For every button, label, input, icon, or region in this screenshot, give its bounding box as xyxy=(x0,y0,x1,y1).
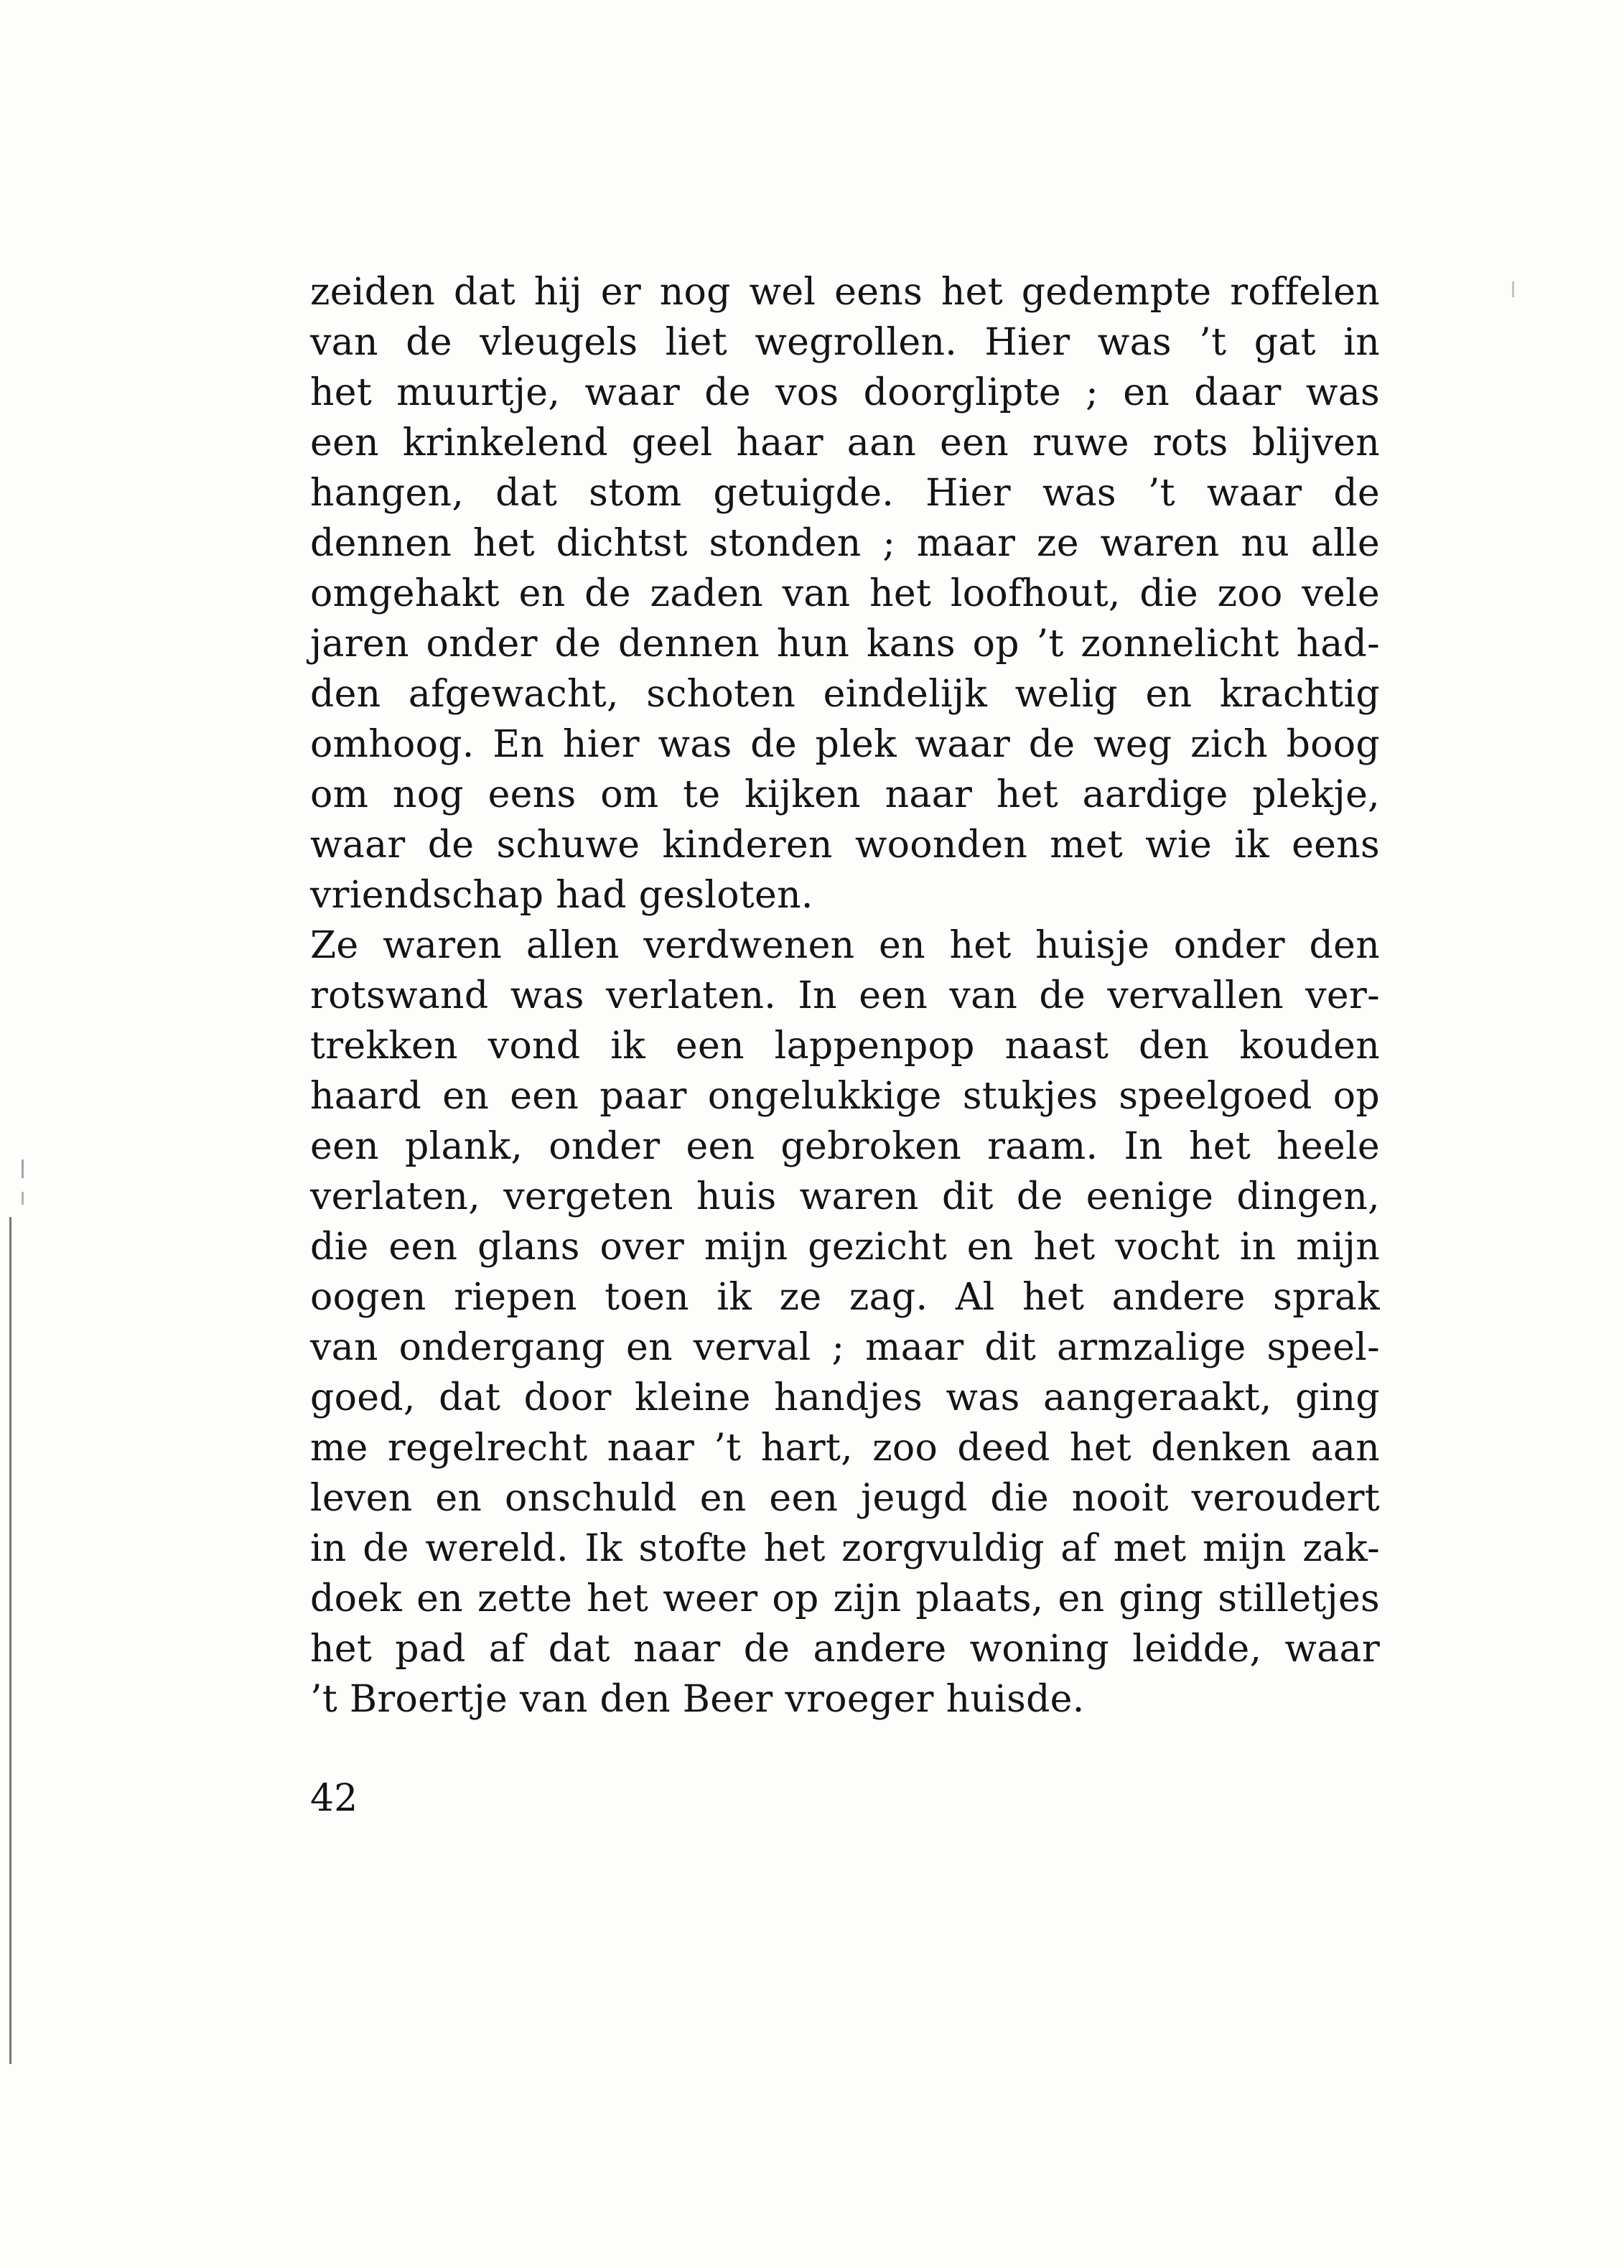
text-line: oogen riepen toen ik ze zag. Al het andere sprak xyxy=(310,1276,1380,1319)
text-line: leven en onschuld en een jeugd die nooit veroudert xyxy=(310,1477,1380,1520)
text-line: zeiden dat hij er nog wel eens het gedempte roffelen xyxy=(310,271,1380,314)
text-line: waar de schuwe kinderen woonden met wie ik eens xyxy=(310,823,1380,867)
text-line: om nog eens om te kijken naar het aardige plekje, xyxy=(310,773,1380,816)
paragraph xyxy=(310,920,1380,1725)
text-line: in de wereld. Ik stofte het zorgvuldig af met mijn zak- xyxy=(310,1527,1380,1570)
text-line: hangen, dat stom getuigde. Hier was ’t waar de xyxy=(310,472,1380,515)
text-line: vriendschap had gesloten. xyxy=(310,874,813,917)
text-line: ’t Broertje van den Beer vroeger huisde. xyxy=(310,1678,1085,1721)
text-line: verlaten, vergeten huis waren dit de eenige dingen, xyxy=(310,1175,1380,1218)
scan-artifact-vertical-line xyxy=(9,1217,11,2064)
paragraph xyxy=(310,267,1380,920)
text-line: doek en zette het weer op zijn plaats, en ging stilletjes xyxy=(310,1577,1380,1620)
text-line: goed, dat door kleine handjes was aangeraakt, ging xyxy=(310,1376,1380,1419)
scan-artifact-mark xyxy=(1512,281,1514,297)
text-line: rotswand was verlaten. In een van de vervallen ver- xyxy=(310,974,1380,1017)
text-line: het muurtje, waar de vos doorglipte ; en daar was xyxy=(310,371,1380,414)
text-line: omhoog. En hier was de plek waar de weg zich boog xyxy=(310,723,1380,766)
text-line: van ondergang en verval ; maar dit armzalige speel- xyxy=(310,1326,1380,1369)
scan-artifact-tick xyxy=(22,1192,24,1205)
text-line: een plank, onder een gebroken raam. In het heele xyxy=(310,1125,1380,1168)
text-line: me regelrecht naar ’t hart, zoo deed het denken aan xyxy=(310,1427,1380,1470)
text-line: dennen het dichtst stonden ; maar ze waren nu alle xyxy=(310,522,1380,565)
scan-artifact-tick xyxy=(22,1159,24,1178)
text-line: het pad af dat naar de andere woning leidde, waar xyxy=(310,1628,1380,1671)
text-line: van de vleugels liet wegrollen. Hier was ’t gat in xyxy=(310,321,1380,364)
paragraphs-container xyxy=(310,267,1380,1725)
text-line: jaren onder de dennen hun kans op ’t zonnelicht had- xyxy=(310,622,1380,666)
text-line: haard en een paar ongelukkige stukjes speelgoed op xyxy=(310,1075,1380,1118)
text-block xyxy=(310,267,1380,1824)
text-line: een krinkelend geel haar aan een ruwe rots blijven xyxy=(310,421,1380,465)
text-line: den afgewacht, schoten eindelijk welig en krachtig xyxy=(310,673,1380,716)
text-line: trekken vond ik een lappenpop naast den kouden xyxy=(310,1025,1380,1068)
text-line: die een glans over mijn gezicht en het vocht in mijn xyxy=(310,1226,1380,1269)
text-line: Ze waren allen verdwenen en het huisje onder den xyxy=(310,924,1380,967)
page-number: 42 xyxy=(310,1777,358,1820)
text-line: omgehakt en de zaden van het loofhout, die zoo vele xyxy=(310,572,1380,615)
